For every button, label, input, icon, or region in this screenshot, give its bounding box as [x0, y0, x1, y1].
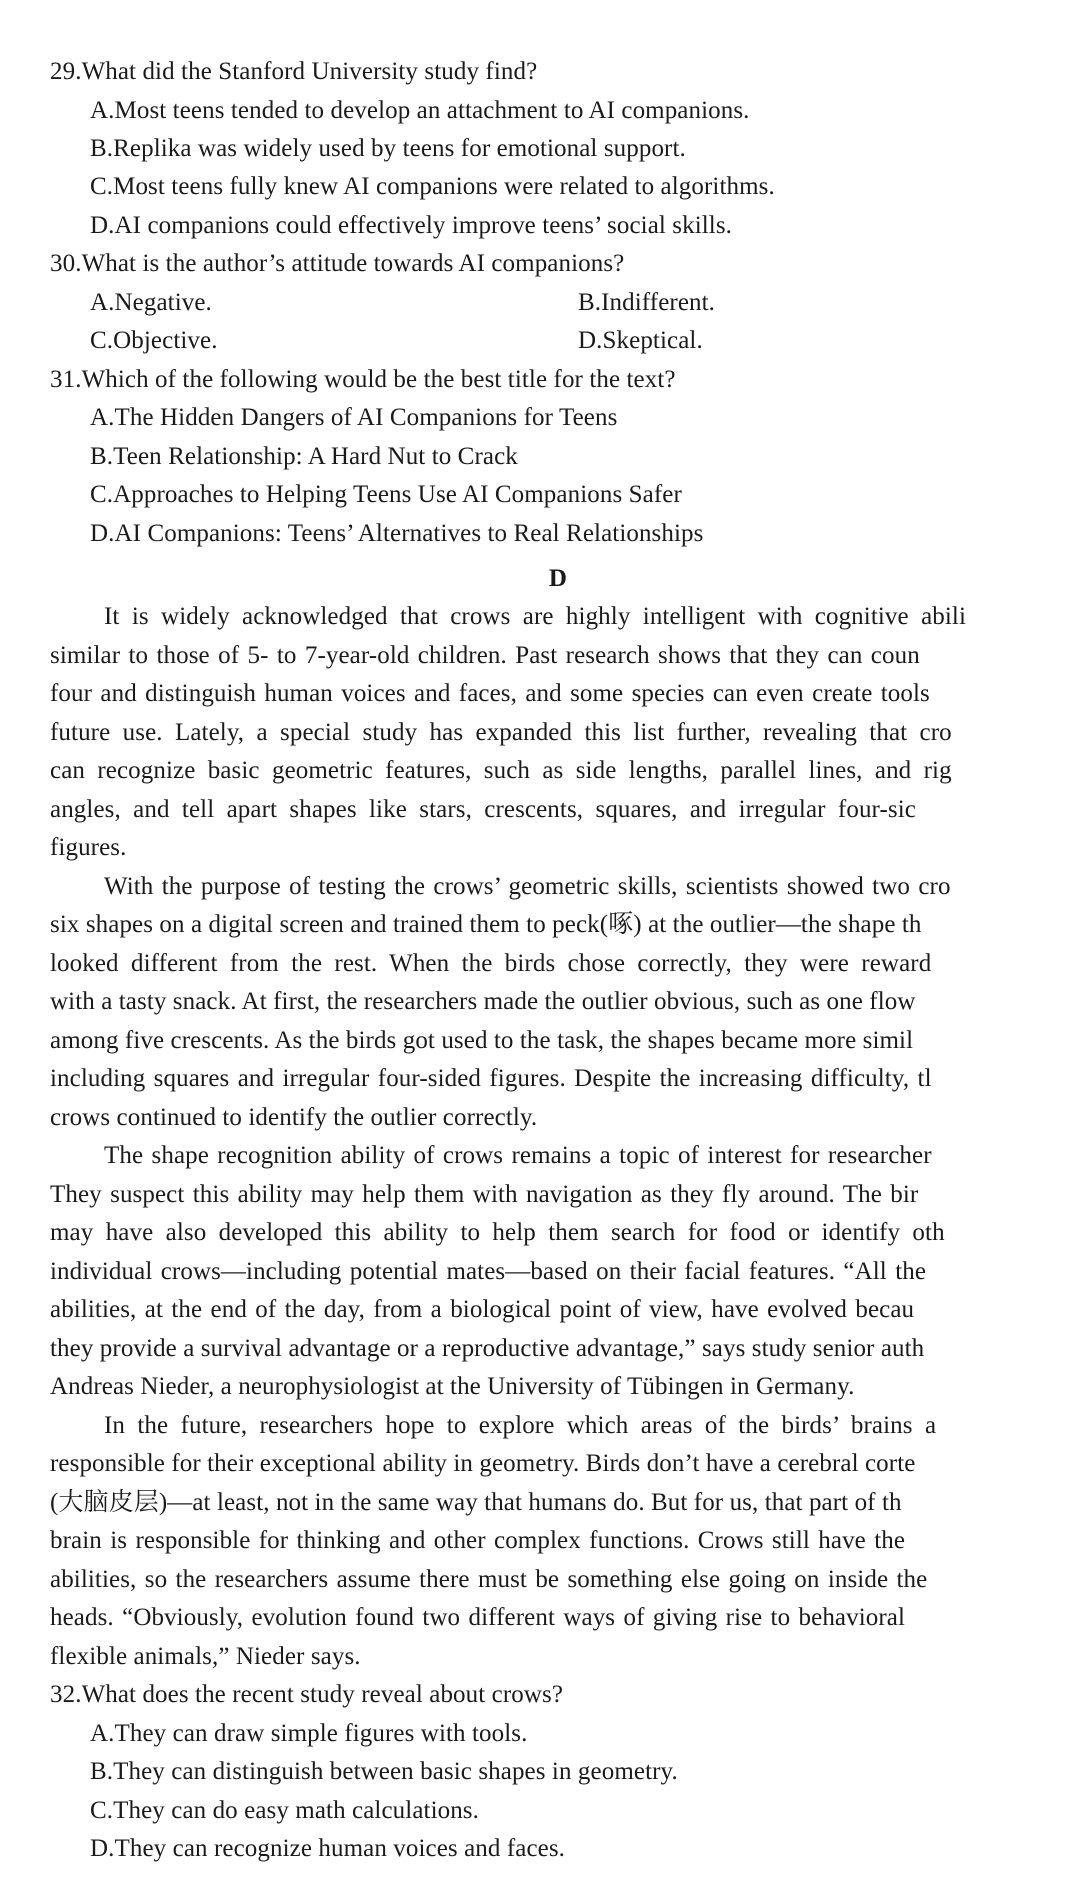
option-text: Objective.: [113, 327, 218, 354]
option-label: C.: [90, 1797, 114, 1824]
question-number: 31.: [50, 366, 82, 393]
option-label: D.: [578, 327, 603, 354]
option-text: Approaches to Helping Teens Use AI Companions Safer: [113, 481, 682, 508]
option-29-b: [90, 133, 686, 165]
question-32: [50, 1679, 563, 1711]
option-label: A.: [90, 1720, 115, 1747]
question-30: [50, 248, 624, 280]
option-text: Most teens tended to develop an attachment to AI companions.: [114, 97, 750, 124]
passage-line: In the future, researchers hope to explore which areas of the birds’ brains a: [104, 1412, 937, 1439]
question-number: 30.: [50, 250, 82, 277]
question-stem: What does the recent study reveal about crows?: [81, 1681, 564, 1708]
passage-line: angles, and tell apart shapes like stars, crescents, squares, and irregular four-sic: [50, 796, 916, 823]
passage-line: looked different from the rest. When the birds chose correctly, they were reward: [50, 950, 932, 977]
option-label: A.: [90, 97, 115, 124]
option-label: B.: [578, 289, 602, 316]
passage-line: (大脑皮层)—at least, not in the same way that humans do. But for us, that part of th: [50, 1489, 902, 1516]
passage-line: can recognize basic geometric features, such as side lengths, parallel lines, and rig: [50, 757, 952, 784]
passage-line: four and distinguish human voices and faces, and some species can even create tools: [50, 680, 930, 707]
option-text: AI Companions: Teens’ Alternatives to Real Relationships: [114, 520, 704, 547]
passage-line: similar to those of 5- to 7-year-old children. Past research shows that they can coun: [50, 642, 920, 669]
question-29: [50, 56, 537, 88]
option-29-c: [90, 171, 775, 203]
option-text: The Hidden Dangers of AI Companions for Teens: [114, 404, 618, 431]
option-30-a: [90, 287, 212, 319]
passage-line: abilities, so the researchers assume there must be something else going on inside the: [50, 1566, 928, 1593]
option-30-b: [578, 287, 715, 319]
option-32-a: [90, 1718, 527, 1750]
passage-line: It is widely acknowledged that crows are highly intelligent with cognitive abili: [104, 603, 966, 630]
option-label: C.: [90, 173, 114, 200]
option-31-c: [90, 479, 682, 511]
option-32-d: [90, 1833, 565, 1865]
option-label: B.: [90, 1758, 114, 1785]
option-text: They can recognize human voices and faces.: [114, 1835, 566, 1862]
option-label: A.: [90, 404, 115, 431]
option-text: They can draw simple figures with tools.: [114, 1720, 528, 1747]
option-text: They can distinguish between basic shapes in geometry.: [113, 1758, 678, 1785]
passage-line: individual crows—including potential mates—based on their facial features. “All the: [50, 1258, 927, 1285]
passage-line: including squares and irregular four-sided figures. Despite the increasing difficulty, tl: [50, 1065, 932, 1092]
option-text: Skeptical.: [602, 327, 703, 354]
option-31-b: [90, 441, 518, 473]
passage-line: responsible for their exceptional ability in geometry. Birds don’t have a cerebral corte: [50, 1450, 916, 1477]
question-stem: What did the Stanford University study find?: [81, 58, 538, 85]
passage-line: With the purpose of testing the crows’ geometric skills, scientists showed two cro: [104, 873, 951, 900]
option-29-d: [90, 210, 732, 242]
option-32-c: [90, 1795, 479, 1827]
passage-line: Andreas Nieder, a neurophysiologist at the University of Tübingen in Germany.: [50, 1373, 855, 1400]
option-text: Replika was widely used by teens for emotional support.: [113, 135, 686, 162]
question-stem: What is the author’s attitude towards AI companions?: [81, 250, 625, 277]
passage-line: The shape recognition ability of crows remains a topic of interest for researcher: [104, 1142, 932, 1169]
option-label: B.: [90, 135, 114, 162]
option-label: D.: [90, 212, 115, 239]
option-29-a: [90, 95, 750, 127]
passage-line: with a tasty snack. At first, the researchers made the outlier obvious, such as one flow: [50, 988, 916, 1015]
question-31: [50, 364, 676, 396]
passage-line: flexible animals,” Nieder says.: [50, 1643, 361, 1670]
option-text: Indifferent.: [601, 289, 716, 316]
option-label: C.: [90, 327, 114, 354]
passage-line: six shapes on a digital screen and trained them to peck(啄) at the outlier—the shape th: [50, 911, 922, 938]
question-number: 29.: [50, 58, 82, 85]
option-label: C.: [90, 481, 114, 508]
option-31-a: [90, 402, 617, 434]
passage-line: they provide a survival advantage or a reproductive advantage,” says study senior auth: [50, 1335, 925, 1362]
option-31-d: [90, 518, 703, 550]
section-heading: D: [548, 565, 568, 592]
passage-line: heads. “Obviously, evolution found two different ways of giving rise to behavioral: [50, 1604, 906, 1631]
option-label: B.: [90, 443, 114, 470]
option-text: Teen Relationship: A Hard Nut to Crack: [113, 443, 518, 470]
option-32-b: [90, 1756, 678, 1788]
option-label: A.: [90, 289, 115, 316]
question-stem: Which of the following would be the best title for the text?: [81, 366, 676, 393]
option-30-c: [90, 325, 218, 357]
passage-line: among five crescents. As the birds got used to the task, the shapes became more simil: [50, 1027, 914, 1054]
option-text: They can do easy math calculations.: [113, 1797, 479, 1824]
question-number: 32.: [50, 1681, 82, 1708]
option-label: D.: [90, 1835, 115, 1862]
option-label: D.: [90, 520, 115, 547]
option-text: AI companions could effectively improve teens’ social skills.: [114, 212, 733, 239]
option-30-d: [578, 325, 703, 357]
passage-line: may have also developed this ability to help them search for food or identify oth: [50, 1219, 945, 1246]
passage-line: brain is responsible for thinking and other complex functions. Crows still have the: [50, 1527, 906, 1554]
passage-line: figures.: [50, 834, 127, 861]
option-text: Negative.: [114, 289, 212, 316]
option-text: Most teens fully knew AI companions were related to algorithms.: [113, 173, 775, 200]
passage-line: They suspect this ability may help them with navigation as they fly around. The bir: [50, 1181, 919, 1208]
passage-line: future use. Lately, a special study has expanded this list further, revealing that cro: [50, 719, 952, 746]
passage-line: crows continued to identify the outlier correctly.: [50, 1104, 538, 1131]
passage-line: abilities, at the end of the day, from a biological point of view, have evolved becau: [50, 1296, 915, 1323]
